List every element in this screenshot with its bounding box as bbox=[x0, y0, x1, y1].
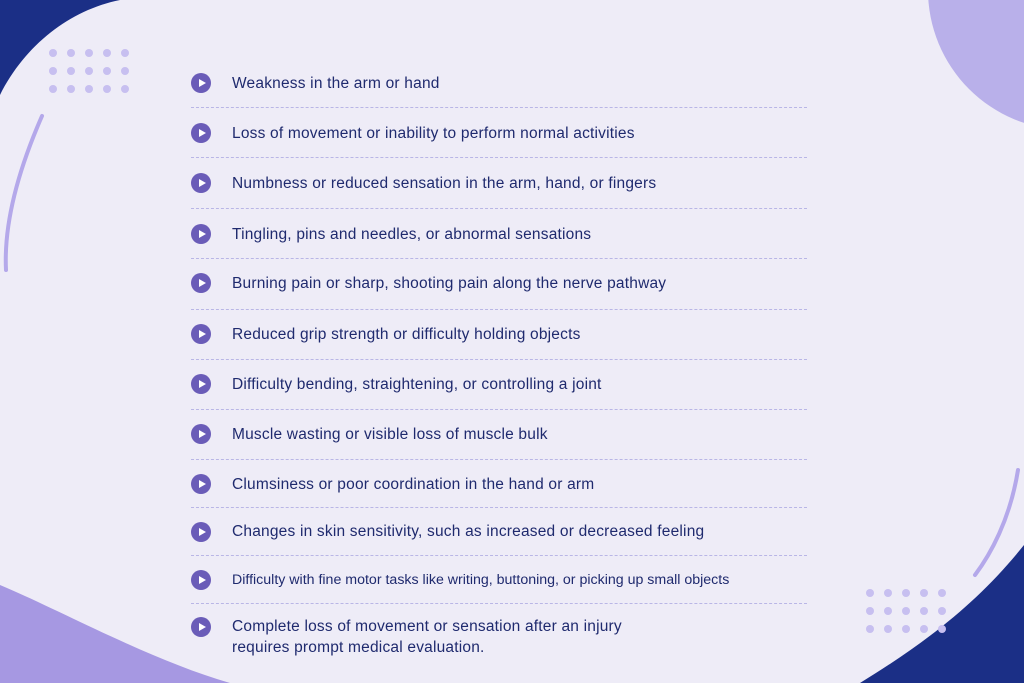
list-item-text: Difficulty bending, straightening, or controlling a joint bbox=[232, 376, 602, 393]
list-item-text: Numbness or reduced sensation in the arm, hand, or fingers bbox=[232, 175, 657, 192]
list-item-text: Weakness in the arm or hand bbox=[232, 75, 440, 92]
note-text bbox=[232, 616, 622, 658]
dot-pattern-top-left bbox=[49, 49, 129, 93]
list-item-text: Burning pain or sharp, shooting pain along the nerve pathway bbox=[232, 275, 667, 292]
play-circle-icon bbox=[191, 224, 211, 244]
list-item bbox=[191, 108, 807, 158]
list-item-text: Difficulty with fine motor tasks like writing, buttoning, or picking up small objects bbox=[232, 572, 730, 588]
play-circle-icon bbox=[191, 273, 211, 293]
play-circle-icon bbox=[191, 173, 211, 193]
list-item-text: Tingling, pins and needles, or abnormal sensations bbox=[232, 226, 592, 243]
note-line-2: requires prompt medical evaluation. bbox=[232, 639, 485, 656]
list-item bbox=[191, 460, 807, 508]
list-item bbox=[191, 259, 807, 310]
list-item-note bbox=[191, 604, 807, 664]
list-item bbox=[191, 62, 807, 108]
list-item bbox=[191, 158, 807, 209]
list-item-text: Loss of movement or inability to perform normal activities bbox=[232, 125, 635, 142]
list-item-text: Muscle wasting or visible loss of muscle bulk bbox=[232, 426, 548, 443]
list-item bbox=[191, 508, 807, 556]
play-circle-icon bbox=[191, 424, 211, 444]
list-item-text: Changes in skin sensitivity, such as increased or decreased feeling bbox=[232, 523, 705, 540]
list-item-text: Clumsiness or poor coordination in the hand or arm bbox=[232, 476, 595, 493]
symptom-list bbox=[191, 62, 807, 664]
list-item bbox=[191, 410, 807, 460]
play-circle-icon bbox=[191, 570, 211, 590]
play-circle-icon bbox=[191, 374, 211, 394]
list-item bbox=[191, 209, 807, 259]
list-item bbox=[191, 360, 807, 410]
play-circle-icon bbox=[191, 617, 211, 637]
note-line-1: Complete loss of movement or sensation after an injury bbox=[232, 618, 622, 635]
list-item-text: Reduced grip strength or difficulty holding objects bbox=[232, 326, 581, 343]
list-item bbox=[191, 310, 807, 360]
play-circle-icon bbox=[191, 522, 211, 542]
play-circle-icon bbox=[191, 474, 211, 494]
play-circle-icon bbox=[191, 324, 211, 344]
play-circle-icon bbox=[191, 73, 211, 93]
list-item bbox=[191, 556, 807, 604]
play-circle-icon bbox=[191, 123, 211, 143]
dot-pattern-bottom-right bbox=[866, 589, 946, 633]
